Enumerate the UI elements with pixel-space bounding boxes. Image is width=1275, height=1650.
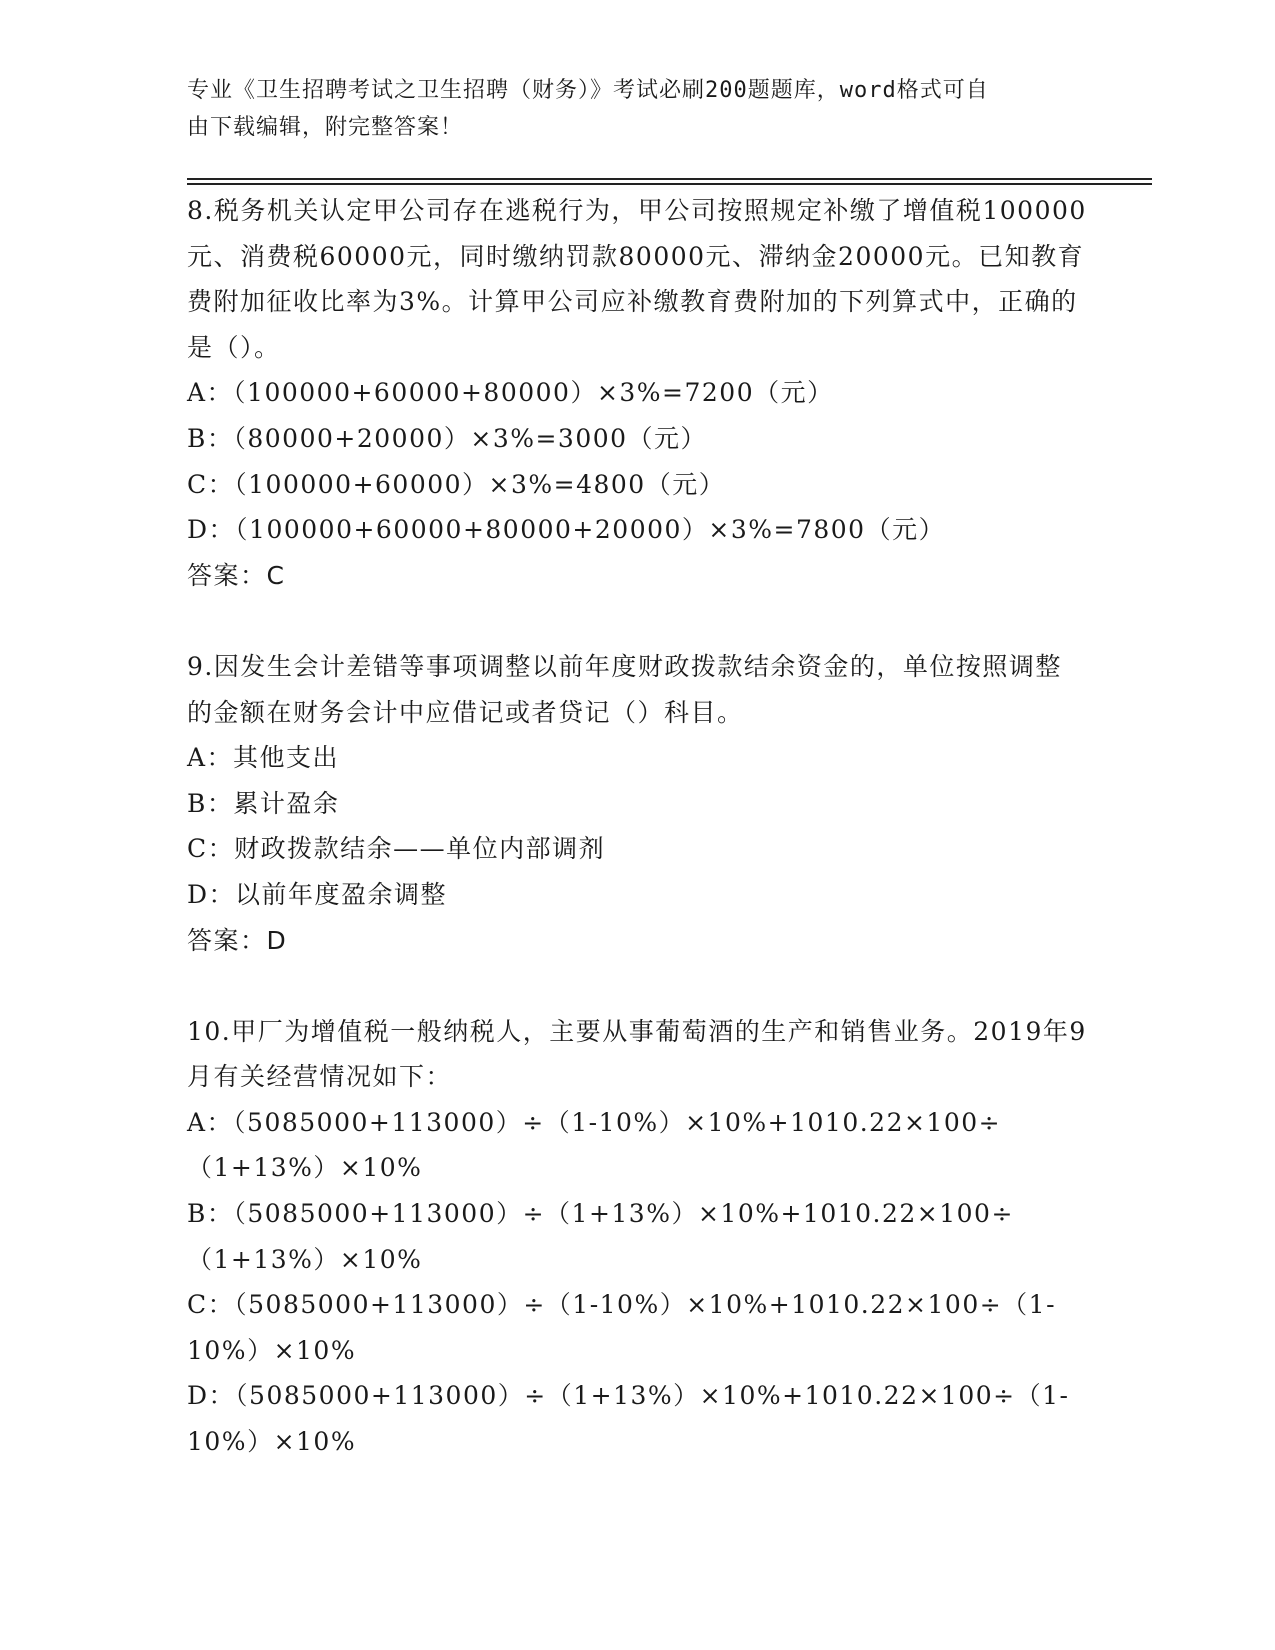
question-text: 10.甲厂为增值税一般纳税人，主要从事葡萄酒的生产和销售业务。2019年9月有关经营情况如下： — [187, 1016, 1087, 1092]
option-c: C：财政拨款结余——单位内部调剂 — [187, 834, 606, 864]
option-d: D：（5085000+113000）÷（1+13%）×10%+1010.22×100÷（1-10%）×10% — [187, 1381, 1070, 1457]
option-a: A：其他支出 — [187, 743, 340, 773]
option-c: C：（5085000+113000）÷（1-10%）×10%+1010.22×100÷（1-10%）×10% — [187, 1290, 1057, 1365]
option-a: A：（100000+60000+80000）×3%=7200（元） — [187, 378, 834, 408]
question-8 — [187, 188, 1087, 598]
spacer — [187, 598, 1087, 644]
document-header — [187, 72, 1067, 146]
option-b: B：（80000+20000）×3%=3000（元） — [187, 423, 708, 453]
spacer — [187, 963, 1087, 1009]
question-text: 8.税务机关认定甲公司存在逃税行为，甲公司按照规定补缴了增值税100000元、消费税60000元，同时缴纳罚款80000元、滞纳金20000元。已知教育费附加征收比率为3%。计算甲公司应补缴教育费附加的下列算式中，正确的是（）。 — [187, 196, 1087, 362]
header-divider-top — [187, 178, 1152, 180]
header-divider-bottom — [187, 183, 1152, 185]
option-d: D：以前年度盈余调整 — [187, 879, 448, 909]
answer: 答案：D — [187, 925, 288, 955]
question-text: 9.因发生会计差错等事项调整以前年度财政拨款结余资金的，单位按照调整的金额在财务会计中应借记或者贷记（）科目。 — [187, 651, 1062, 727]
option-b: B：（5085000+113000）÷（1+13%）×10%+1010.22×100÷（1+13%）×10% — [187, 1199, 1014, 1274]
question-list — [187, 188, 1087, 1465]
option-d: D：（100000+60000+80000+20000）×3%=7800（元） — [187, 515, 946, 545]
option-b: B：累计盈余 — [187, 788, 340, 818]
header-line-2: 由下载编辑，附完整答案！ — [187, 115, 464, 140]
question-10 — [187, 1009, 1087, 1465]
answer: 答案：C — [187, 560, 286, 590]
option-c: C：（100000+60000）×3%=4800（元） — [187, 469, 726, 499]
question-9 — [187, 644, 1087, 963]
option-a: A：（5085000+113000）÷（1-10%）×10%+1010.22×100÷（1+13%）×10% — [187, 1107, 1002, 1183]
header-line-1: 专业《卫生招聘考试之卫生招聘（财务）》考试必刷200题题库，word格式可自 — [187, 78, 989, 103]
